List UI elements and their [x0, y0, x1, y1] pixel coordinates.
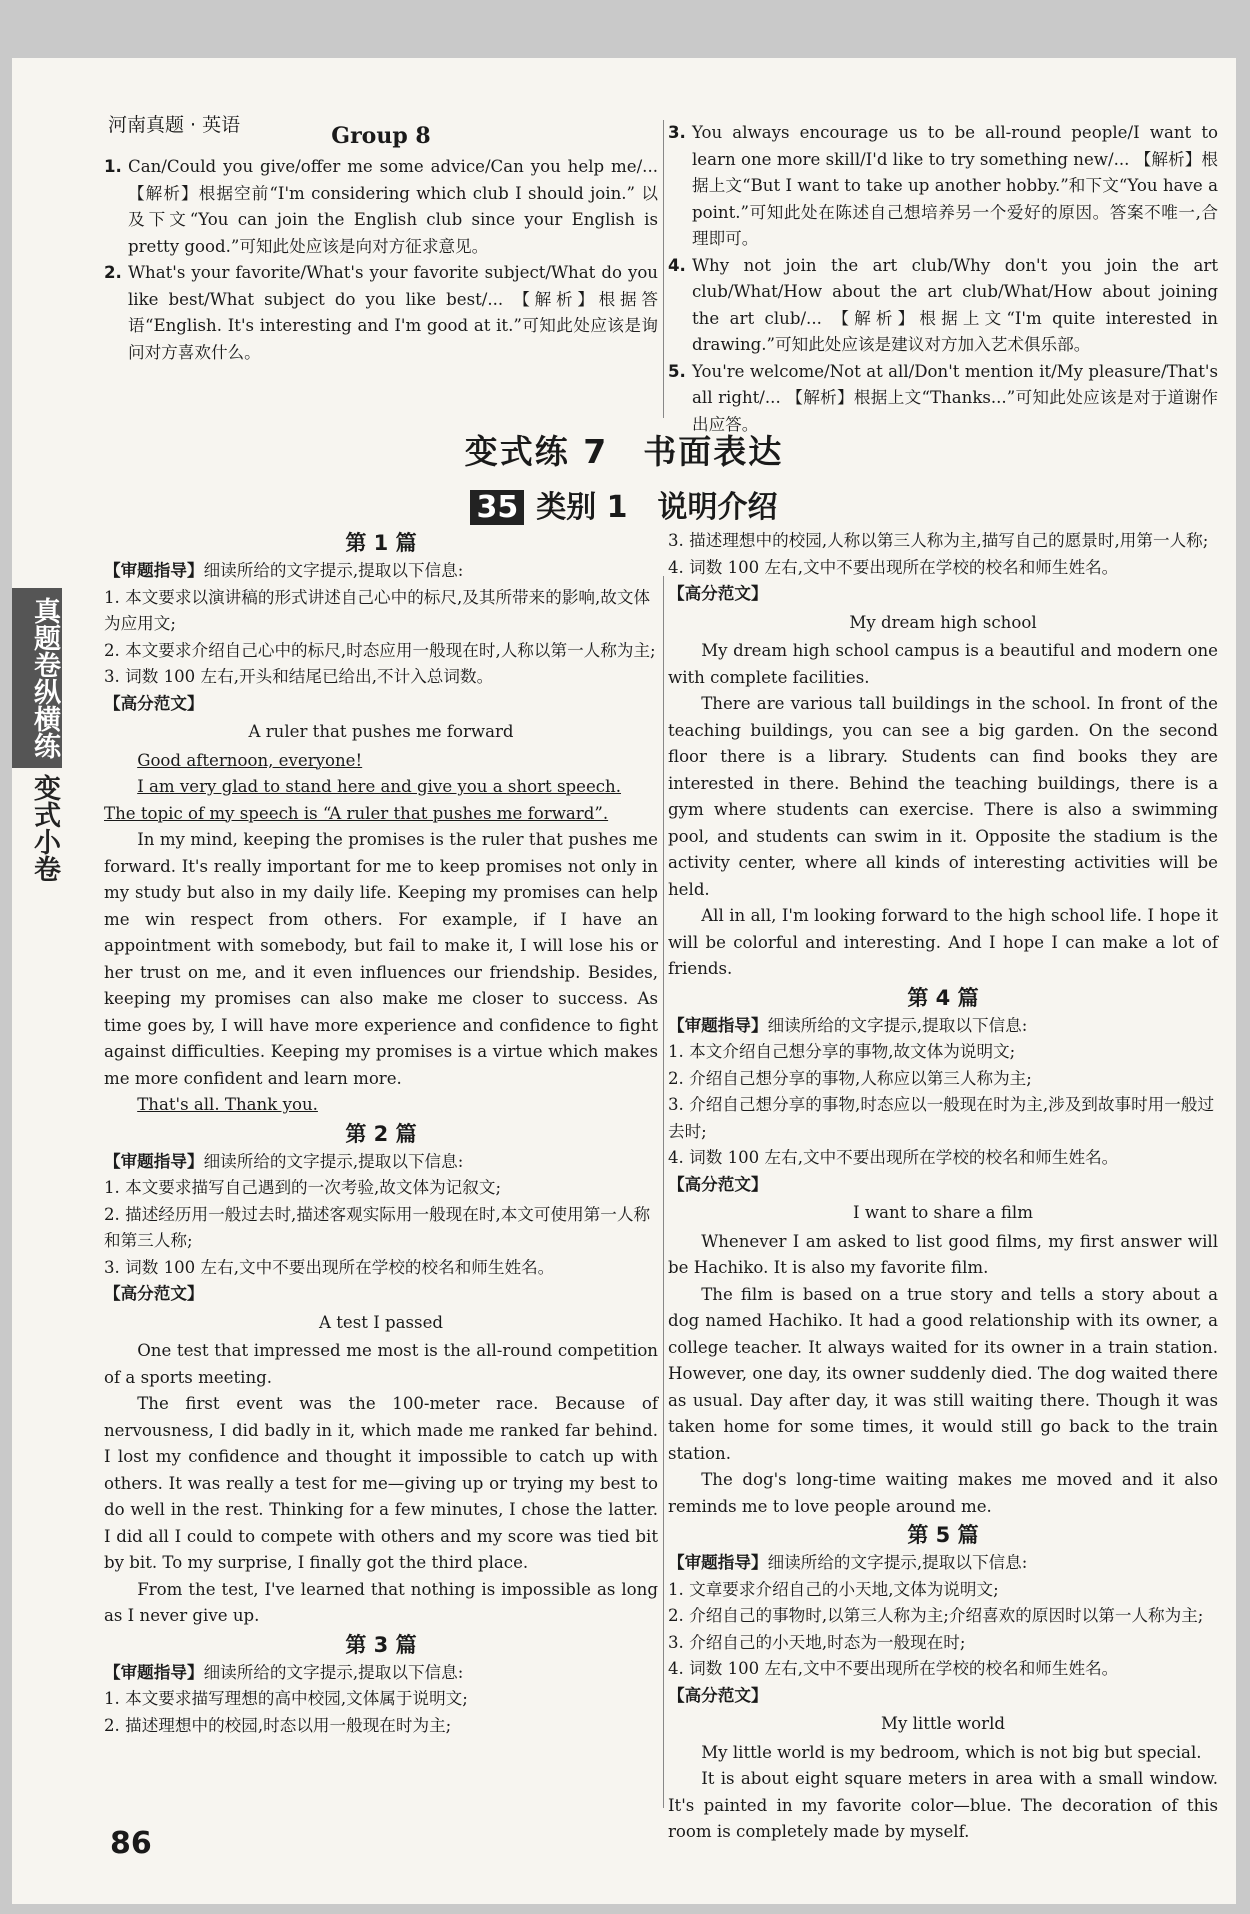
answer-item: 1. Can/Could you give/offer me some advice/Can you help me/... 【解析】根据空前“I'm considering which club I should join.” 以及下文“You can join the English club since your English is pretty good.”可知此处应该是向对方征求意见。 — [104, 157, 658, 256]
guide-line: 1. 本文要求描写理想的高中校园,文体属于说明文; — [104, 1689, 468, 1708]
essay-title: My dream high school — [849, 612, 1037, 632]
guide-line: 4. 词数 100 左右,文中不要出现所在学校的校名和师生姓名。 — [668, 557, 1119, 577]
guide-label: 【审题指导】 — [104, 561, 204, 580]
essay-paragraph: It is about eight square meters in area with a small window. It's painted in my favorite color—blue. The decoration of this room is completely made by myself. — [668, 1769, 1218, 1841]
group8-left — [104, 120, 658, 366]
essay-paragraph: Whenever I am asked to list good films, my first answer will be Hachiko. It is also my favorite film. — [668, 1231, 1218, 1277]
essay-paragraph: My little world is my bedroom, which is not big but special. — [701, 1742, 1202, 1762]
guide-line: 1. 文章要求介绍自己的小天地,文体为说明文; — [668, 1579, 999, 1599]
essay-paragraph: All in all, I'm looking forward to the high school life. I hope it will be colorful and interesting. And I hope I can make a lot of friends. — [668, 906, 1218, 978]
essay-opening: I am very glad to stand here and give you a short speech. — [137, 777, 622, 796]
answer-item: 3. You always encourage us to be all-round people/I want to learn one more skill/I'd like to try something new/... 【解析】根据上文“But I want to take up another hobby.”和下文“You have a point.”可知此处在陈述自己想培养另一个爱好的原因。答案不唯一,合理即可。 — [668, 123, 1218, 248]
category-title: 类别 1 说明介绍 — [536, 490, 778, 525]
essay-paragraph: One test that impressed me most is the all-round competition of a sports meeting. — [104, 1341, 658, 1387]
guide-line: 3. 描述理想中的校园,人称以第三人称为主,描写自己的愿景时,用第一人称; — [668, 531, 1209, 550]
essay-paragraph: There are various tall buildings in the school. In front of the teaching buildings, you can see a big garden. On the second floor there is a library. Students can find books they are interested in there. Behind the teaching buildings, there is a gym where students can exercise. There is also a swimming pool, and students can swim in it. Opposite the stadium is the activity center, where all kinds of interesting activities will be held. — [668, 694, 1218, 899]
guide-line: 3. 介绍自己想分享的事物,时态应以一般现在时为主,涉及到故事时用一般过去时; — [668, 1095, 1215, 1141]
essay-heading: 第 4 篇 — [907, 985, 979, 1010]
guide-line: 2. 介绍自己的事物时,以第三人称为主;介绍喜欢的原因时以第一人称为主; — [668, 1606, 1204, 1625]
essay-title: A test I passed — [318, 1312, 444, 1332]
model-label: 【高分范文】 — [104, 1284, 204, 1303]
essay-opening: Good afternoon, everyone! — [137, 750, 363, 770]
guide-label: 【审题指导】 — [104, 1662, 204, 1682]
guide-line: 1. 本文介绍自己想分享的事物,故文体为说明文; — [668, 1042, 1016, 1061]
guide-line: 1. 本文要求描写自己遇到的一次考验,故文体为记叙文; — [104, 1178, 502, 1197]
essay-paragraph: The first event was the 100-meter race. Because of nervousness, I did badly in it, which made me ranked far behind. I lost my confidence and thought it impossible to catch up with others. It was really a test for me—giving up or trying my best to do well in the rest. Thinking for a few minutes, I chose the latter. I did all I could to compete with others and my score was tied bit by bit. To my surprise, I finally got the third place. — [104, 1394, 658, 1572]
guide-line: 2. 本文要求介绍自己心中的标尺,时态应用一般现在时,人称以第一人称为主; — [104, 640, 656, 660]
essay-paragraph: My dream high school campus is a beautiful and modern one with complete facilities. — [668, 641, 1218, 687]
answer-item: 4. Why not join the art club/Why don't you join the art club/What/How about the art club/What/How about joining the art club/... 【解析】根据上文“I'm quite interested in drawing.”可知此处应该是建议对方加入艺术俱乐部。 — [668, 255, 1218, 354]
group8-right — [668, 120, 1218, 438]
side-tab-primary: 真题卷纵横练 — [12, 588, 62, 768]
guide-line: 3. 词数 100 左右,开头和结尾已给出,不计入总词数。 — [104, 667, 494, 686]
essay-heading: 第 3 篇 — [345, 1632, 417, 1657]
running-header: 河南真题 · 英语 — [108, 114, 241, 136]
answer-item: 2. What's your favorite/What's your favorite subject/What do you like best/What subject do you like best/... 【解析】根据答语“English. It's interesting and I'm good at it.”可知此处应该是询问对方喜欢什么。 — [104, 263, 658, 362]
guide-line: 1. 本文要求以演讲稿的形式讲述自己心中的标尺,及其所带来的影响,故文体为应用文; — [104, 587, 651, 633]
essay-closing: That's all. Thank you. — [137, 1095, 318, 1114]
essay-paragraph: From the test, I've learned that nothing is impossible as long as I never give up. — [104, 1579, 658, 1625]
guide-line: 2. 描述经历用一般过去时,描述客观实际用一般现在时,本文可使用第一人称和第三人称; — [104, 1204, 651, 1250]
answer-item: 5. You're welcome/Not at all/Don't mention it/My pleasure/That's all right/... 【解析】根据上文“Thanks...”可知此处应该是对于道谢作出应答。 — [668, 361, 1218, 434]
essay-title: My little world — [880, 1714, 1006, 1733]
body-right: 3. 描述理想中的校园,人称以第三人称为主,描写自己的愿景时,用第一人称; 4. 词数 100 左右,文中不要出现所在学校的校名和师生姓名。 【高分范文】 My dream high school My dream high school campus is a beautiful and modern one with complete facilities. There are various tall buildings in the school. In front of the teaching buildings, you can see a big garden. On the second floor there is a library. Students can find books they are interested in there. Behind the teaching buildings, there is a gym where students can exercise. There is also a swimming pool, and students can swim in it. Opposite the stadium is the activity center, where all kinds of interesting activities will be held. All in all, I'm looking forward to the high school life. I hope it will be colorful and interesting. And I hope I can make a lot of friends. 第 4 篇 【审题指导】细读所给的文字提示,提取以下信息: 1. 本文介绍自己想分享的事物,故文体为说明文; 2. 介绍自己想分享的事物,人称应以第三人称为主; 3. 介绍自己想分享的事物,时态应以一般现在时为主,涉及到故事时用一般过去时; 4. 词数 100 左右,文中不要出现所在学校的校名和师生姓名。 【高分范文】 I want to share a film Whenever I am asked to list good films, my first answer will be Hachiko. It is also my favorite film. The film is based on a true story and tells a story about a dog named Hachiko. It had a good relationship with its owner, a college teacher. It always waited for its owner in a train station. However, one day, its owner suddenly died. The dog waited there as usual. Day after day, it was still waiting there. Though it was taken home for some times, it would still go back to the train station. The dog's long-time waiting makes me moved and it also reminds me to love people around me. 第 5 篇 【审题指导】细读所给的文字提示,提取以下信息: 1. 文章要求介绍自己的小天地,文体为说明文; 2. 介绍自己的事物时,以第三人称为主;介绍喜欢的原因时以第一人称为主; 3. 介绍自己的小天地,时态为一般现在时; 4. 词数 100 左右,文中不要出现所在学校的校名和师生姓名。 【高分范文】 My little world My little world is my bedroom, which is not big but special. It is about eight square meters in area with a small window. It's painted in my favorite color—blue. The decoration of this room is completely made by myself. — [668, 528, 1218, 1846]
model-label: 【高分范文】 — [668, 584, 768, 603]
essay-title: A ruler that pushes me forward — [248, 722, 514, 741]
page — [12, 58, 1236, 1904]
column-divider-body — [663, 576, 664, 1808]
category-banner — [12, 482, 1236, 526]
essay-title: I want to share a film — [853, 1203, 1033, 1222]
number-badge: 35 — [470, 490, 524, 525]
essay-heading: 第 2 篇 — [345, 1121, 417, 1146]
essay-body: In my mind, keeping the promises is the ruler that pushes me forward. It's really important for me to keep promises not only in my study but also in my daily life. Keeping my promises can help me win respect from others. For example, if I have an appointment with somebody, but fail to make it, I will lose his or her trust on me, and it even influences our friendship. Besides, keeping my promises can also make me closer to success. As time goes by, I will have more experience and confidence to fight against difficulties. Keeping my promises is a virtue which makes me more confident and learn more. — [104, 830, 658, 1088]
guide-line: 3. 词数 100 左右,文中不要出现所在学校的校名和师生姓名。 — [104, 1257, 555, 1277]
essay-heading: 第 5 篇 — [907, 1523, 979, 1547]
side-tab-secondary: 变式小卷 — [12, 768, 62, 888]
guide-line: 4. 词数 100 左右,文中不要出现所在学校的校名和师生姓名。 — [668, 1148, 1119, 1167]
guide-line: 3. 介绍自己的小天地,时态为一般现在时; — [668, 1632, 966, 1652]
essay-paragraph: The film is based on a true story and tells a story about a dog named Hachiko. It had a good relationship with its owner, a college teacher. It always waited for its owner in a train station. However, one day, its owner suddenly died. The dog waited there as usual. Day after day, it was still waiting there. Though it was taken home for some times, it would still go back to the train station. — [668, 1284, 1218, 1463]
guide-line: 4. 词数 100 左右,文中不要出现所在学校的校名和师生姓名。 — [668, 1659, 1119, 1678]
essay-paragraph: The dog's long-time waiting makes me moved and it also reminds me to love people around me. — [668, 1470, 1218, 1516]
model-label: 【高分范文】 — [104, 693, 204, 713]
guide-label: 【审题指导】 — [668, 1553, 768, 1572]
guide-line: 2. 描述理想中的校园,时态以用一般现在时为主; — [104, 1715, 452, 1735]
guide-line: 2. 介绍自己想分享的事物,人称应以第三人称为主; — [668, 1068, 1032, 1088]
group-title: Group 8 — [331, 123, 431, 149]
essay-heading: 第 1 篇 — [345, 531, 417, 555]
guide-label: 【审题指导】 — [668, 1015, 768, 1035]
essay-opening: The topic of my speech is “A ruler that pushes me forward”. — [104, 803, 609, 823]
page-number: 86 — [110, 1826, 152, 1861]
model-label: 【高分范文】 — [668, 1685, 768, 1705]
guide-label: 【审题指导】 — [104, 1151, 204, 1171]
model-label: 【高分范文】 — [668, 1174, 768, 1194]
section-banner: 变式练 7 书面表达 — [464, 432, 784, 471]
body-left: 第 1 篇 【审题指导】细读所给的文字提示,提取以下信息: 1. 本文要求以演讲稿的形式讲述自己心中的标尺,及其所带来的影响,故文体为应用文; 2. 本文要求介绍自己心中的标尺,时态应用一般现在时,人称以第一人称为主; 3. 词数 100 左右,开头和结尾已给出,不计入总词数。 【高分范文】 A ruler that pushes me forward Good afternoon, everyone! I am very glad to stand here and give you a short speech. The topic of my speech is “A ruler that pushes me forward”. In my mind, keeping the promises is the ruler that pushes me forward. It's really important for me to keep promises not only in my study but also in my daily life. Keeping my promises can help me win respect from others. For example, if I have an appointment with somebody, but fail to make it, I will lose his or her trust on me, and it even influences our friendship. Besides, keeping my promises can also make me closer to success. As time goes by, I will have more experience and confidence to fight against difficulties. Keeping my promises is a virtue which makes me more confident and learn more. That's all. Thank you. 第 2 篇 【审题指导】细读所给的文字提示,提取以下信息: 1. 本文要求描写自己遇到的一次考验,故文体为记叙文; 2. 描述经历用一般过去时,描述客观实际用一般现在时,本文可使用第一人称和第三人称; 3. 词数 100 左右,文中不要出现所在学校的校名和师生姓名。 【高分范文】 A test I passed One test that impressed me most is the all-round competition of a sports meeting. The first event was the 100-meter race. Because of nervousness, I did badly in it, which made me ranked far behind. I lost my confidence and thought it impossible to catch up with others. It was really a test for me—giving up or trying my best to do well in the rest. Thinking for a few minutes, I chose the latter. I did all I could to compete with others and my score was tied bit by bit. To my surprise, I finally got the third place. From the test, I've learned that nothing is impossible as long as I never give up. 第 3 篇 【审题指导】细读所给的文字提示,提取以下信息: 1. 本文要求描写理想的高中校园,文体属于说明文; 2. 描述理想中的校园,时态以用一般现在时为主; — [104, 528, 658, 1739]
column-divider-top — [663, 120, 664, 418]
